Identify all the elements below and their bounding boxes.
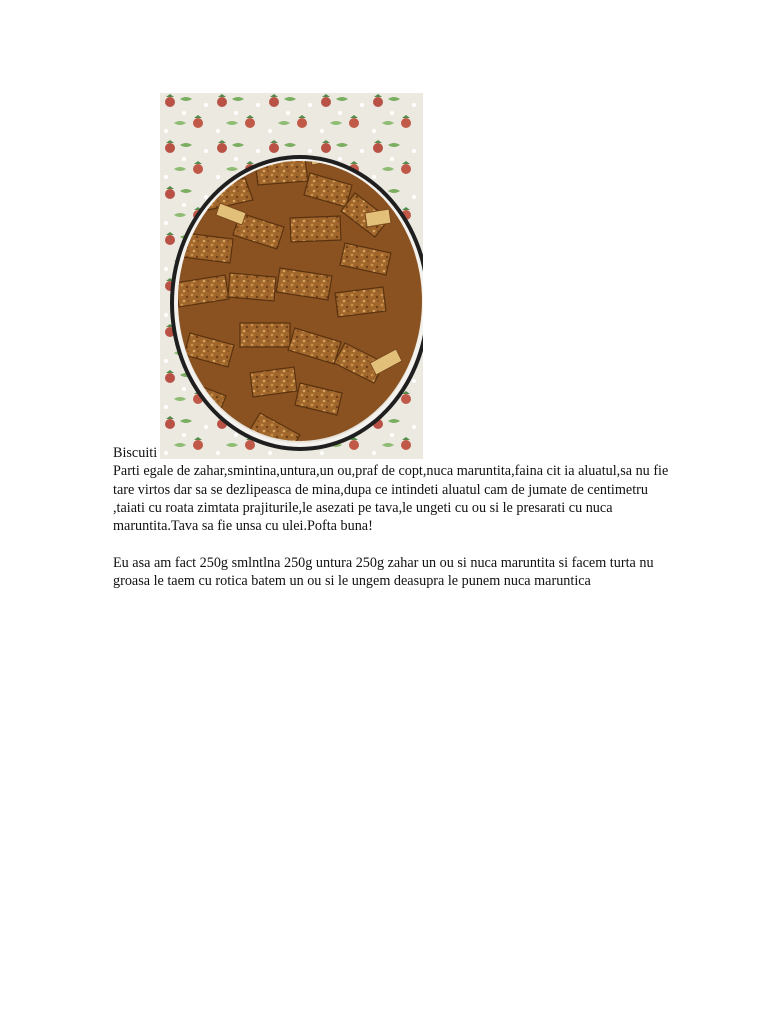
biscuits-photo	[160, 93, 423, 459]
recipe-text	[113, 444, 673, 590]
recipe-paragraph-2: Eu asa am fact 250g smlntlna 250g untura 250g zahar un ou si nuca maruntita si facem turta nu groasa le taem cu rotica batem un ou si le ungem deasupra le punem nuca maruntica	[113, 554, 654, 590]
recipe-paragraph-1: Parti egale de zahar,smintina,untura,un ou,praf de copt,nuca maruntita,faina cit ia aluatul,sa nu fie tare virtos dar sa se dezlipeasca de mina,dupa ce intindeti aluatul cam de jumate de centimetru ,taiati cu roata zimtata prajiturile,le asezati pe tava,le ungeti cu ou si le presarati cu nuca maruntita.Tava sa fie unsa cu ulei.Pofta buna!	[113, 463, 669, 535]
recipe-title: Biscuiti	[113, 445, 158, 461]
